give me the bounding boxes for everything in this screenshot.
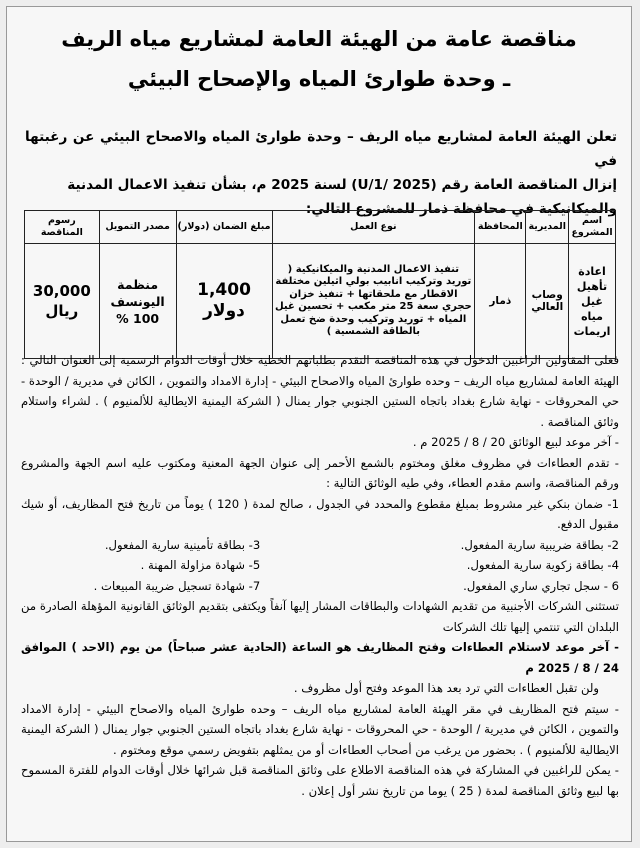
paragraph-opening-deadline: - آخر موعد لاستلام العطاءات وفتح المظاريف هو الساعة (الحادية عشر صباحاً) من يوم (الاحد ) الموافق 24 / 8 / 2025 م: [21, 640, 619, 675]
docs-row-2: [21, 555, 619, 576]
funding-source: منظمة اليونسف: [110, 276, 165, 309]
notice-subtitle: ـ وحدة طوارئ المياه والإصحاح البيئي: [127, 67, 511, 91]
cell-fee: [25, 244, 100, 359]
doc-item-6: 6 - سجل تجاري ساري المفعول.: [463, 578, 619, 593]
paragraph-foreign-companies: تستثنى الشركات الأجنبية من تقديم الشهادات والبطاقات المشار إليها آنفاً ويكتفى بتقديم الوثائق القانونية المؤهلة الصادرة من البلدان التي تنتمي إليها تلك الشركات: [21, 599, 619, 634]
guarantee-amount: 1,400: [197, 280, 251, 300]
table-row: [25, 244, 616, 359]
header-directorate: المديرية: [526, 211, 569, 244]
cell-work-type: تنفيذ الاعمال المدنية والميكانيكية ( توريد وتركيب انابيب بولي اثيلين مختلفة الاقطار مع ملحقاتها + تنفيذ خزان حجري سعة 25 متر مكعب + تحسين غيل المياه + توريد وتركيب وحدة ضخ تعمل بالطاقة الشمسية ): [272, 244, 475, 359]
doc-item-4: 4- بطاقة زكوية سارية المفعول.: [466, 558, 619, 572]
intro-line-3: والميكانيكية في محافظة ذمار للمشروع التالي:: [305, 201, 617, 217]
paragraph-submission: - تقدم العطاءات في مظروف مغلق ومختوم بالشمع الأحمر إلى عنوان الجهة المعنية ومكتوب عليه اسم الجهة والمشروع ورقم المناقصة، واسم مقدم العطاء، وفي طيه الوثائق التالية :: [21, 455, 619, 490]
header-funding: مصدر التمويل: [99, 211, 176, 244]
notice-body: [21, 350, 619, 801]
project-table: [24, 210, 616, 359]
notice-title: مناقصة عامة من الهيئة العامة لمشاريع مياه الريف: [61, 27, 577, 51]
cell-directorate: وصاب العالي: [526, 244, 569, 359]
paragraph-opening-location: - سيتم فتح المظاريف في مقر الهيئة العامة لمشاريع مياه الريف – وحده طوارئ المياه والاصحاح البيئي - إدارة الامداد والتموين ، الكائن في مديرية / الوحدة - حي المحروقات - نهاية شارع بغداد باتجاه الستين الجنوبي جوار يمنال ( الشركة اليمنية الايطالية للألمنيوم ) . بحضور من يرغب من أصحاب العطاءات أو من يمثلهم بتفويض رسمي موقع ومختوم .: [21, 701, 619, 757]
paragraph-document-review: - يمكن للراغبين في المشاركة في هذه المناقصة الاطلاع على وثائق المناقصة قبل شرائها خلال أوقات الدوام للفترة المسموح بها لبيع وثائق المناقصة لمدة ( 25 ) يوما من تاريخ نشر أول إعلان .: [21, 763, 619, 798]
table-header-row: [25, 211, 616, 244]
guarantee-unit: دولار: [203, 301, 245, 321]
docs-row-1: [21, 535, 619, 556]
cell-funding: [99, 244, 176, 359]
paragraph-late-bids: ولن تقبل العطاءات التي ترد بعد هذا الموعد وفتح أول مظروف .: [293, 681, 599, 695]
doc-item-1: 1- ضمان بنكي غير مشروط بمبلغ مقطوع والمحدد في الجدول ، صالح لمدة ( 120 ) يوماً من تاريخ فتح المظاريف، أو شيك مقبول الدفع.: [21, 496, 619, 531]
cell-guarantee: [176, 244, 272, 359]
funding-percent: 100 %: [116, 310, 160, 326]
fee-unit: ريال: [45, 302, 79, 320]
header-guarantee: مبلغ الضمان (دولار): [176, 211, 272, 244]
intro-line-2: إنزال المناقصة العامة رقم (U/1/ 2025) لسنة 2025 م، بشأن تنفيذ الاعمال المدنية: [67, 177, 617, 193]
fee-amount: 30,000: [32, 282, 91, 300]
cell-governorate: ذمار: [475, 244, 526, 359]
tender-notice-page: [6, 6, 632, 842]
intro-line-1: تعلن الهيئة العامة لمشاريع مياه الريف – وحدة طوارئ المياه والاصحاح البيئي عن رغبتها في: [25, 129, 617, 169]
header-fee: رسوم المناقصة: [25, 211, 100, 244]
paragraph-sale-deadline: - آخر موعد لبيع الوثائق 20 / 8 / 2025 م .: [412, 435, 619, 449]
header-work-type: نوع العمل: [272, 211, 475, 244]
doc-item-5: 5- شهادة مزاولة المهنة .: [140, 558, 261, 572]
doc-item-7: 7- شهادة تسجيل ضريبة المبيعات .: [93, 578, 261, 593]
doc-item-2: 2- بطاقة ضريبية سارية المفعول.: [460, 537, 619, 552]
doc-item-3: 3- بطاقة تأمينية سارية المفعول.: [104, 537, 261, 552]
paragraph-application: فعلى المقاولين الراغبين الدخول في هذه المناقصة التقدم بطلباتهم الخطية خلال أوقات الدوام الرسمية إلى العنوان التالي : الهيئة العامة لمشاريع مياه الريف – وحده طوارئ المياه والاصحاح البيئي - إدارة الامداد والتموين ، الكائن في مديرية / الوحدة - حي المحروقات - نهاية شارع بغداد باتجاه الستين الجنوبي جوار يمنال ( الشركة اليمنية الايطالية للألمنيوم ) . لشراء واستلام وثائق المناقصة .: [21, 353, 619, 429]
docs-row-3: [21, 576, 619, 597]
intro-paragraph: [25, 125, 617, 221]
header-project-name: اسم المشروع: [569, 211, 616, 244]
header-governorate: المحافظة: [475, 211, 526, 244]
cell-project-name: اعادة تأهيل غيل مياه اريمات: [569, 244, 616, 359]
